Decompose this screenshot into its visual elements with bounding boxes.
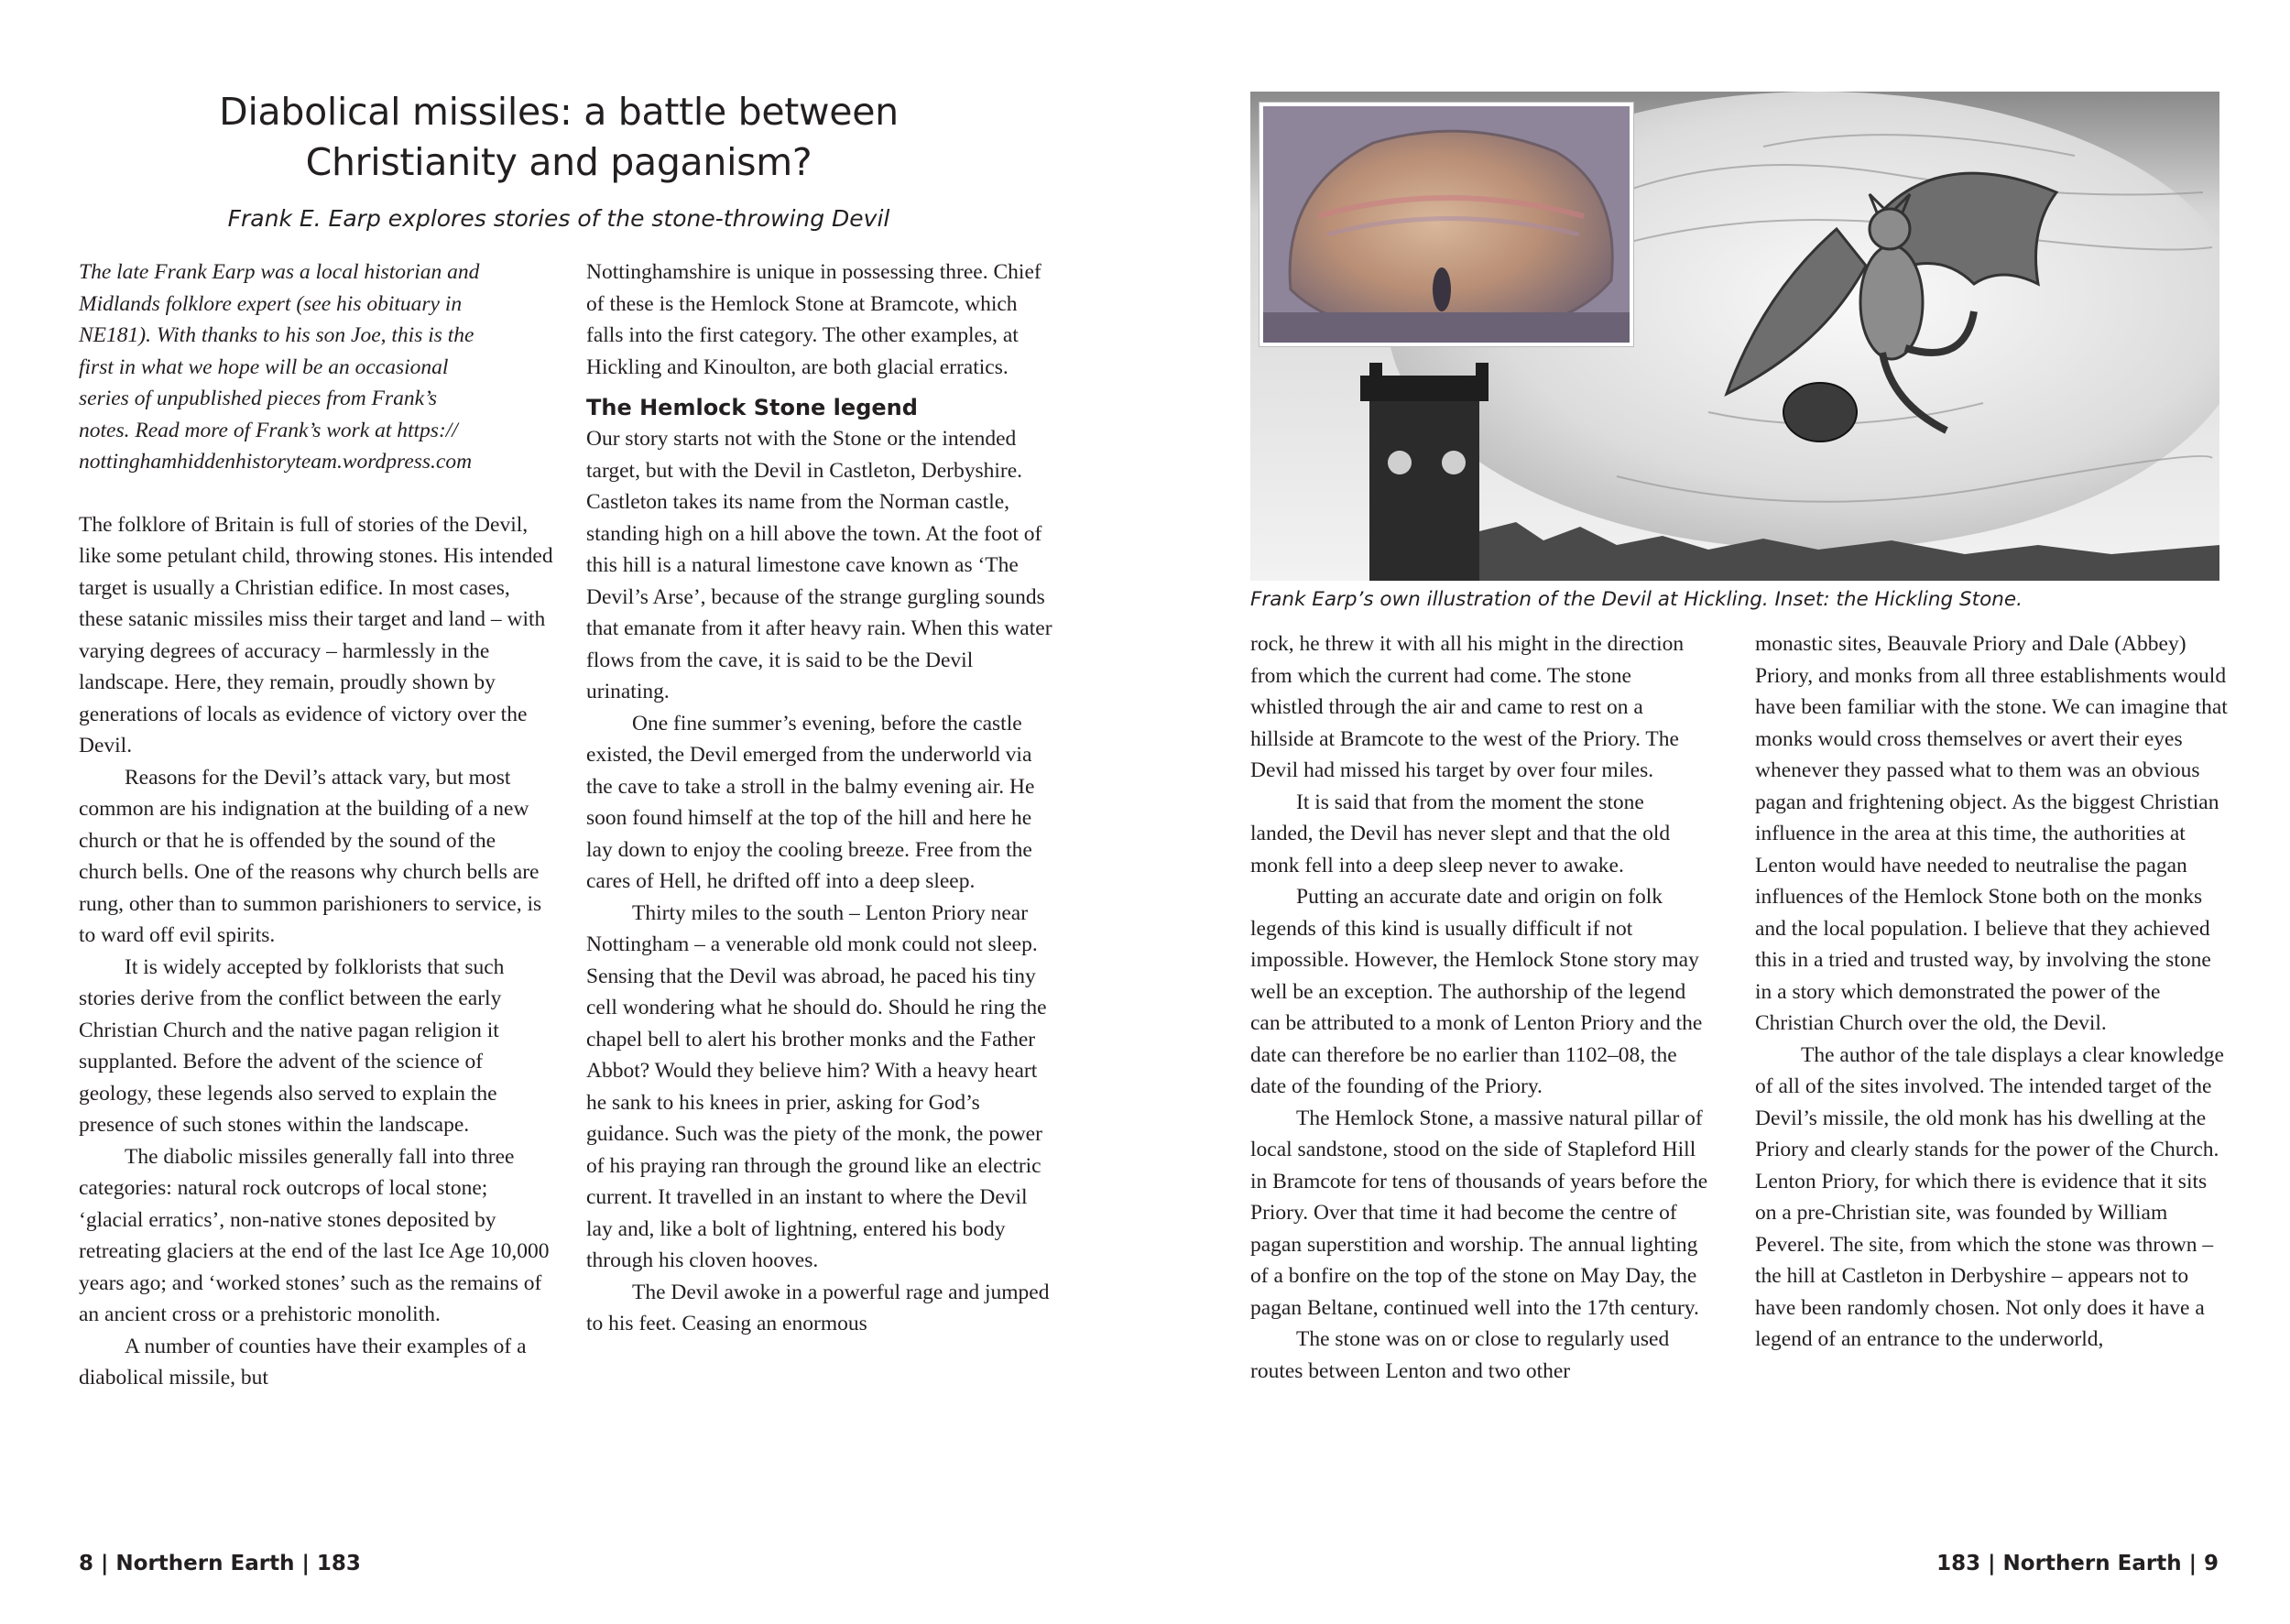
- devil-head: [1870, 209, 1910, 249]
- hickling-stone-inset: [1263, 106, 1630, 343]
- text-column-right-2: [1755, 628, 2231, 1356]
- intro-line: NE181). With thanks to his son Joe, this is the: [79, 323, 474, 347]
- article-title-line: Christianity and paganism?: [305, 140, 812, 184]
- body-paragraph: The folklore of Britain is full of stories of the Devil, like some petulant child, throwing stones. His intended target is usually a Christian edifice. In most cases, these satanic missiles miss their target and land – with varying degrees of accuracy – harmlessly in the landscape. Here, they remain, proudly shown by generations of locals as evidence of victory over the Devil.: [79, 512, 553, 758]
- article-subtitle: Frank E. Earp explores stories of the stone-throwing Devil: [227, 205, 890, 232]
- page-footer-right: 183 | Northern Earth | 9: [1936, 1552, 2219, 1575]
- intro-note: [79, 256, 555, 478]
- body-paragraph: Putting an accurate date and origin on folk legends of this kind is usually difficult if not impossible. However, the Hemlock Stone story may well be an exception. The authorship of the legend can be attributed to a monk of Lenton Priory and the date can therefore be no earlier than 1102–08, the date of the founding of the Priory.: [1250, 885, 1703, 1098]
- text-column-middle: [586, 256, 1058, 1340]
- hickling-stone-photo: [1260, 103, 1633, 346]
- intro-line: nottinghamhiddenhistoryteam.wordpress.com: [79, 450, 473, 474]
- body-paragraph: Nottinghamshire is unique in possessing three. Chief of these is the Hemlock Stone at Bramcote, which falls into the first category. The other examples, at Hickling and Kinoulton, are both glacial erratics.: [586, 260, 1041, 379]
- text-column-left: [79, 256, 555, 1394]
- clock-face: [1388, 451, 1412, 474]
- clock-face: [1442, 451, 1466, 474]
- body-paragraph: Thirty miles to the south – Lenton Priory near Nottingham – a venerable old monk could not sleep. Sensing that the Devil was abroad, he paced his tiny cell wondering what he should do. Should he ring the chapel bell to alert his brother monks and the Father Abbot? Would they believe him? With a heavy heart he sank to his knees in prier, asking for God’s guidance. Such was the piety of the monk, the power of his praying ran through the ground like an electric current. It travelled in an instant to where the Devil lay and, like a bolt of lightning, entered his body through his cloven hooves.: [586, 900, 1047, 1272]
- article-title: [147, 87, 971, 188]
- body-paragraph: A number of counties have their examples of a diabolical missile, but: [79, 1334, 527, 1390]
- body-paragraph: One fine summer’s evening, before the castle existed, the Devil emerged from the underworld via the cave to take a stroll in the balmy evening air. He soon found himself at the top of the hill and here he lay down to enjoy the cooling breeze. Free from the cares of Hell, he drifted off into a deep sleep.: [586, 711, 1035, 893]
- body-paragraph: The stone was on or close to regularly used routes between Lenton and two other: [1250, 1327, 1670, 1383]
- thrown-stone: [1783, 383, 1857, 441]
- body-paragraph: It is widely accepted by folklorists that such stories derive from the conflict between the early Christian Church and the native pagan religion it supplanted. Before the advent of the science of geology, these legends also served to explain the presence of such stones within the landscape.: [79, 954, 505, 1137]
- article-title-line: Diabolical missiles: a battle between: [219, 90, 899, 134]
- figure-caption: Frank Earp’s own illustration of the Devil at Hickling. Inset: the Hickling Stone.: [1250, 588, 2023, 611]
- body-paragraph: monastic sites, Beauvale Priory and Dale (Abbey) Priory, and monks from all three establishments would have been familiar with the stone. We can imagine that monks would cross themselves or avert their eyes whenever they passed what to them was an obvious pagan and frightening object. As the biggest Christian influence in the area at this time, the authorities at Lenton would have needed to neutralise the pagan influences of the Hemlock Stone both on the monks and the local population. I believe that they achieved this in a tried and trusted way, by involving the stone in a story which demonstrated the power of the Christian Church over the old, the Devil.: [1755, 632, 2228, 1035]
- church-tower: [1369, 394, 1479, 581]
- text-column-right-1: [1250, 628, 1708, 1387]
- right-page: [1145, 0, 2290, 1624]
- body-paragraph: The Devil awoke in a powerful rage and jumped to his feet. Ceasing an enormous: [586, 1280, 1050, 1335]
- section-heading: The Hemlock Stone legend: [586, 395, 918, 420]
- intro-line: series of unpublished pieces from Frank’s: [79, 387, 437, 410]
- body-paragraph: rock, he threw it with all his might in the direction from which the current had come. The stone whistled through the air and came to rest on a hillside at Bramcote to the west of the Priory. The Devil had missed his target by over four miles.: [1250, 632, 1685, 782]
- intro-line: Midlands folklore expert (see his obituary in: [79, 291, 463, 316]
- body-paragraph: It is said that from the moment the stone landed, the Devil has never slept and that the old monk fell into a deep sleep never to awake.: [1250, 790, 1671, 877]
- body-paragraph: The Hemlock Stone, a massive natural pillar of local sandstone, stood on the side of Stapleford Hill in Bramcote for tens of thousands of years before the Priory. Over that time it had become the centre of pagan superstition and worship. The annual lighting of a bonfire on the top of the stone on May Day, the pagan Beltane, continued well into the 17th century.: [1250, 1106, 1708, 1320]
- intro-line: notes. Read more of Frank’s work at https://: [79, 418, 458, 442]
- intro-line: first in what we hope will be an occasional: [79, 354, 449, 379]
- body-paragraph: Reasons for the Devil’s attack vary, but most common are his indignation at the building of a new church or that he is offended by the sound of the church bells. One of the reasons why church bells are rung, other than to summon parishioners to service, is to ward off evil spirits.: [79, 765, 542, 947]
- page-footer-left: 8 | Northern Earth | 183: [79, 1552, 361, 1575]
- devil-body: [1860, 245, 1923, 359]
- body-paragraph: Our story starts not with the Stone or the intended target, but with the Devil in Castleton, Derbyshire. Castleton takes its name from the Norman castle, standing high on a hill above the town. At the foot of this hill is a natural limestone cave known as ‘The Devil’s Arse’, because of the strange gurgling sounds that emanate from it after heavy rain. When this water flows from the cave, it is said to be the Devil urinating.: [586, 427, 1052, 703]
- intro-line: The late Frank Earp was a local historian and: [79, 260, 480, 284]
- body-paragraph: The author of the tale displays a clear knowledge of all of the sites involved. The intended target of the Devil’s missile, the old monk has his dwelling at the Priory and clearly stands for the power of the Church. Lenton Priory, for which there is evidence that it sits on a pre-Christian site, was founded by William Peverel. The site, from which the stone was thrown – the hill at Castleton in Derbyshire – appears not to have been randomly chosen. Not only does it have a legend of an entrance to the underworld,: [1755, 1042, 2224, 1351]
- body-paragraph: The diabolic missiles generally fall into three categories: natural rock outcrops of local stone; ‘glacial erratics’, non-native stones deposited by retreating glaciers at the end of the last Ice Age 10,000 years ago; and ‘worked stones’ such as the remains of an ancient cross or a prehistoric monolith.: [79, 1144, 550, 1326]
